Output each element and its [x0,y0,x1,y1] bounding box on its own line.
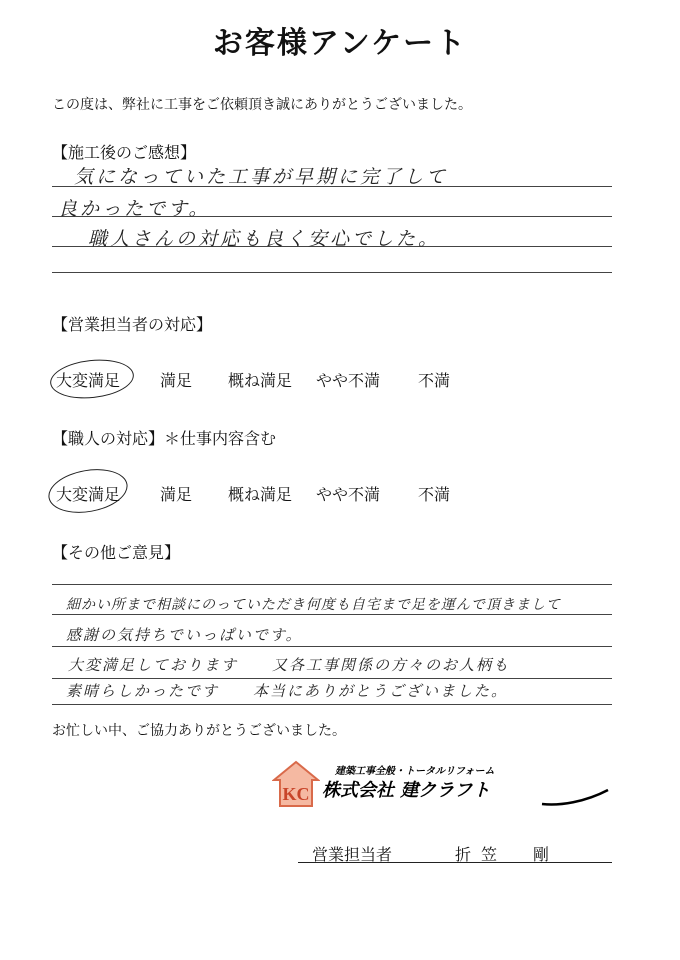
handwritten-line: 素晴らしかったです 本当にありがとうございました。 [66,682,509,700]
intro-text: この度は、弊社に工事をご依頼頂き誠にありがとうございました。 [52,97,472,113]
company-tagline: 建築工事全般・トータルリフォーム [335,766,495,777]
selection-circle [45,463,131,518]
handwritten-line: 気になっていた工事が早期に完了して [74,166,449,188]
page-title: お客様アンケート [212,26,468,61]
rating-option-dissatisfied: 不満 [418,485,451,504]
writing-line [52,272,612,273]
handwritten-line: 良かったです。 [58,198,211,220]
section-heading-impressions: 【施工後のご感想】 [52,143,197,162]
company-logo [272,760,320,808]
section-heading-sales-staff: 【営業担当者の対応】 [52,315,213,334]
rating-option-mostly-satisfied: 概ね満足 [228,371,293,390]
swoosh-icon [540,788,610,808]
handwritten-line: 職人さんの対応も良く安心でした。 [88,228,441,250]
rating-option-mostly-satisfied: 概ね満足 [228,485,293,504]
rating-option-satisfied: 満足 [160,371,193,390]
svg-text:KC: KC [282,784,310,804]
section-heading-other-comments: 【その他ご意見】 [52,543,181,562]
sales-rep-name: 折笠 剛 [455,845,560,864]
writing-line [52,614,612,615]
sales-rep-label: 営業担当者 [312,845,393,864]
rating-option-very-satisfied: 大変満足 [56,371,121,390]
company-name: 株式会社 建クラフト [322,780,491,801]
rating-option-dissatisfied: 不満 [418,371,451,390]
rating-option-somewhat-dissatisfied: やや不満 [316,485,381,504]
handwritten-line: 大変満足しております 又各工事関係の方々のお人柄も [68,656,511,674]
writing-line [52,584,612,585]
section-heading-craftsmen: 【職人の対応】＊仕事内容含む [52,429,277,448]
writing-line [52,646,612,647]
handwritten-line: 細かい所まで相談にのっていただき何度も自宅まで足を運んで頂きまして [66,597,561,613]
writing-line [52,678,612,679]
closing-text: お忙しい中、ご協力ありがとうございました。 [52,723,346,739]
selection-circle [48,356,136,403]
rating-option-somewhat-dissatisfied: やや不満 [316,371,381,390]
signature-line [298,862,612,863]
rating-option-very-satisfied: 大変満足 [56,485,121,504]
rating-option-satisfied: 満足 [160,485,193,504]
writing-line [52,704,612,705]
handwritten-line: 感謝の気持ちでいっぱいです。 [66,626,303,644]
